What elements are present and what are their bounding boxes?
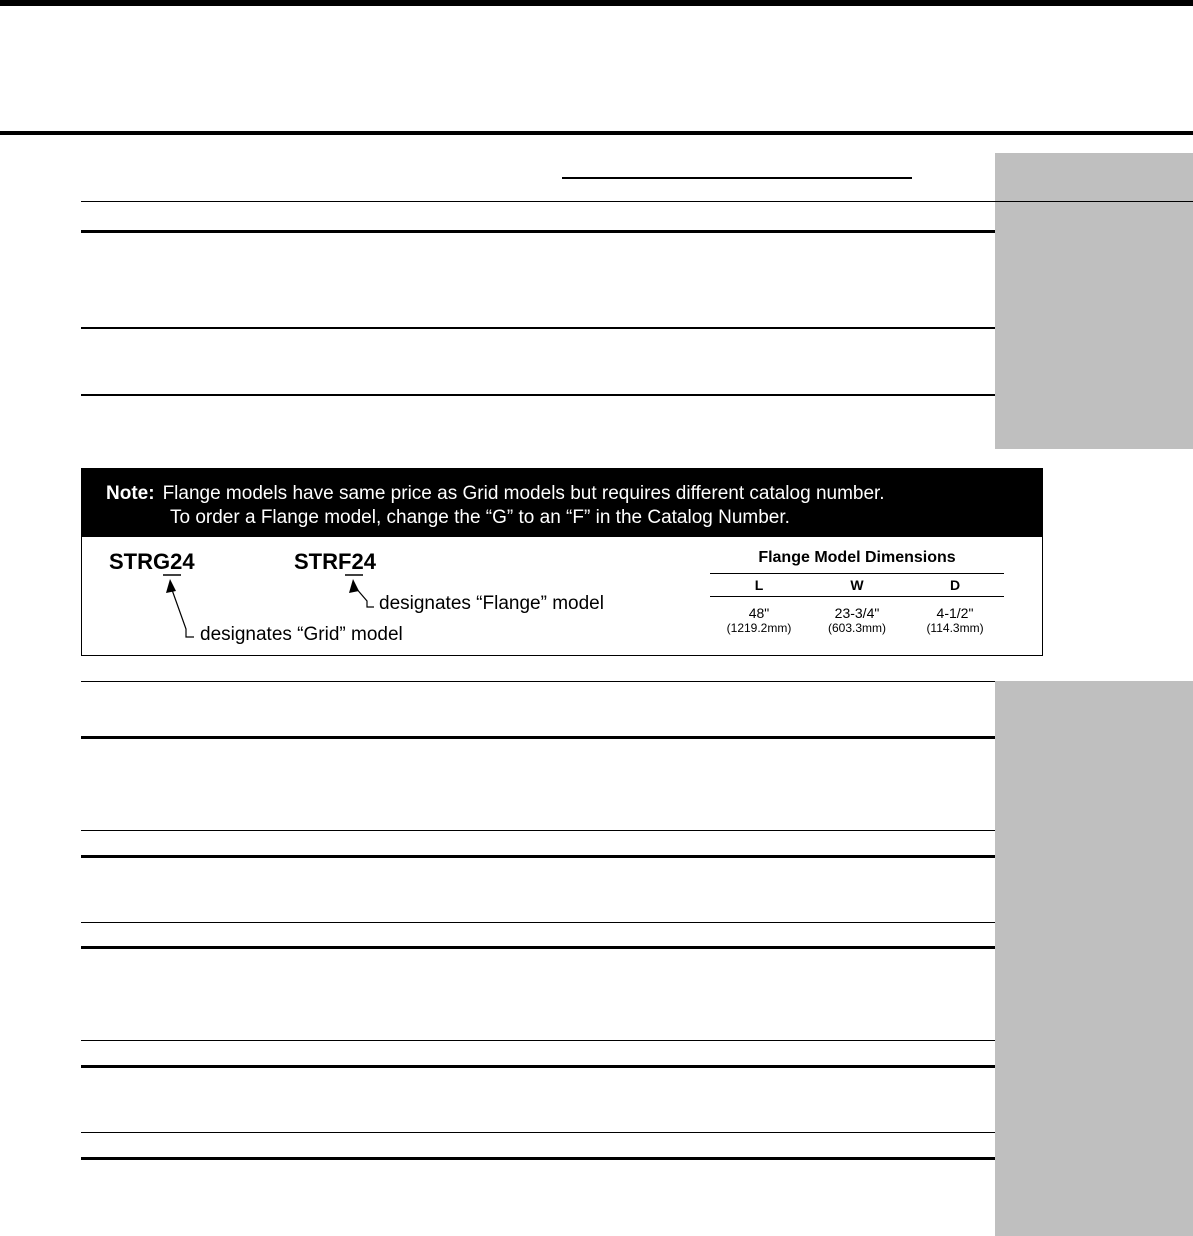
dims-rule xyxy=(710,573,1004,574)
top-rule xyxy=(0,0,1193,6)
dims-col-depth: D 4-1/2" (114.3mm) xyxy=(926,577,984,635)
table-rule xyxy=(81,1132,995,1133)
table-rule xyxy=(81,736,995,739)
table-rule xyxy=(81,327,995,329)
table-rule xyxy=(81,1065,995,1068)
grid-leader-line xyxy=(171,587,194,637)
heading-underline xyxy=(562,177,912,179)
table-rule xyxy=(81,1040,995,1041)
flange-model-code: STRF24 xyxy=(294,549,376,574)
note-text-1: Flange models have same price as Grid models but requires different catalog number. xyxy=(162,483,885,504)
flange-note-box xyxy=(81,468,1043,656)
table-rule xyxy=(81,946,995,949)
table-rule xyxy=(81,394,995,396)
dims-col-length: L 48" (1219.2mm) xyxy=(726,577,792,635)
grid-model-label: designates “Grid” model xyxy=(200,624,403,645)
flange-arrowhead xyxy=(349,579,359,593)
flange-model-label: designates “Flange” model xyxy=(379,593,604,614)
table-rule xyxy=(81,681,995,682)
note-label: Note: xyxy=(106,483,155,504)
dimensions-title: Flange Model Dimensions xyxy=(758,549,956,566)
grid-letter: G xyxy=(153,549,171,574)
side-panel-top xyxy=(995,153,1193,449)
flange-letter: F xyxy=(338,549,352,574)
table-rule xyxy=(81,922,995,923)
dims-col-width: W 23-3/4" (603.3mm) xyxy=(827,577,886,635)
note-line-2: To order a Flange model, change the “G” to an “F” in the Catalog Number. xyxy=(170,507,790,528)
table-rule xyxy=(81,855,995,858)
table-rule xyxy=(81,830,995,831)
table-rule xyxy=(81,1157,995,1160)
table-rule xyxy=(81,230,995,233)
grid-arrowhead xyxy=(166,579,176,593)
grid-model-code: STRG24 xyxy=(109,549,195,574)
table-rule xyxy=(81,201,1193,202)
flange-leader-line xyxy=(355,587,374,607)
header-rule xyxy=(0,131,1193,135)
side-panel-bottom xyxy=(995,681,1193,1236)
